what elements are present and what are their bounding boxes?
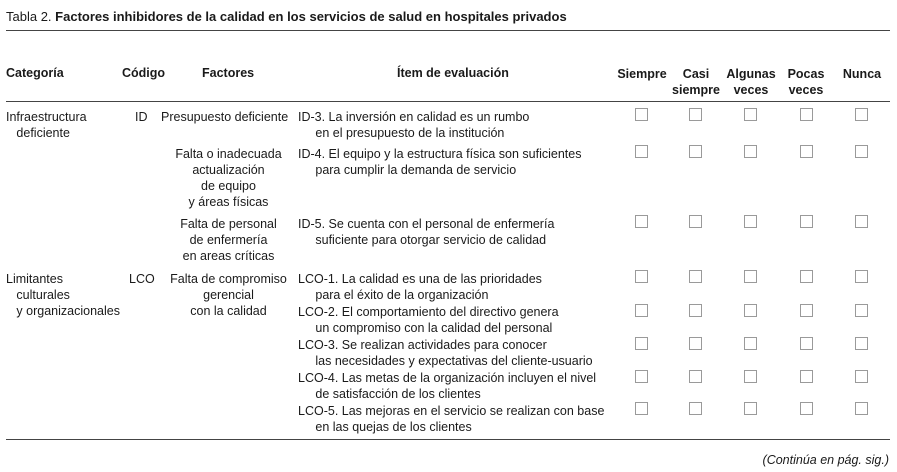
checkbox-casi-siempre[interactable] xyxy=(689,337,702,350)
header-codigo: Código xyxy=(122,66,166,80)
header-rule xyxy=(6,101,890,102)
checkbox-siempre[interactable] xyxy=(635,108,648,121)
checkbox-pocas-veces[interactable] xyxy=(800,145,813,158)
checkbox-pocas-veces[interactable] xyxy=(800,108,813,121)
header-algunas-veces: Algunas veces xyxy=(726,67,776,97)
item-id-3: ID-3. La inversión en calidad es un rumbo en el presupuesto de la institución xyxy=(298,110,530,140)
checkbox-casi-siempre[interactable] xyxy=(689,370,702,383)
checkbox-pocas-veces[interactable] xyxy=(800,270,813,283)
checkbox-casi-siempre[interactable] xyxy=(689,145,702,158)
checkbox-nunca[interactable] xyxy=(855,145,868,158)
checkbox-nunca[interactable] xyxy=(855,370,868,383)
header-pocas-veces: Pocas veces xyxy=(787,67,825,97)
table-caption xyxy=(6,9,567,25)
checkbox-siempre[interactable] xyxy=(635,402,648,415)
factor-personal: Falta de personal de enfermería en areas críticas xyxy=(180,217,277,263)
checkbox-pocas-veces[interactable] xyxy=(800,215,813,228)
item-lco-3: LCO-3. Se realizan actividades para conocer las necesidades y expectativas del cliente-usuario xyxy=(298,338,593,368)
caption-title: Factores inhibidores de la calidad en los servicios de salud en hospitales privados xyxy=(55,9,567,24)
top-rule xyxy=(6,30,890,31)
checkbox-nunca[interactable] xyxy=(855,337,868,350)
checkbox-pocas-veces[interactable] xyxy=(800,304,813,317)
checkbox-siempre[interactable] xyxy=(635,215,648,228)
checkbox-nunca[interactable] xyxy=(855,304,868,317)
checkbox-siempre[interactable] xyxy=(635,270,648,283)
checkbox-algunas-veces[interactable] xyxy=(744,304,757,317)
checkbox-algunas-veces[interactable] xyxy=(744,108,757,121)
checkbox-algunas-veces[interactable] xyxy=(744,337,757,350)
checkbox-siempre[interactable] xyxy=(635,370,648,383)
item-lco-4: LCO-4. Las metas de la organización incluyen el nivel de satisfacción de los clientes xyxy=(298,371,597,401)
checkbox-casi-siempre[interactable] xyxy=(689,108,702,121)
checkbox-algunas-veces[interactable] xyxy=(744,370,757,383)
checkbox-pocas-veces[interactable] xyxy=(800,402,813,415)
checkbox-siempre[interactable] xyxy=(635,304,648,317)
checkbox-siempre[interactable] xyxy=(635,337,648,350)
checkbox-algunas-veces[interactable] xyxy=(744,270,757,283)
checkbox-nunca[interactable] xyxy=(855,402,868,415)
codigo-id: ID xyxy=(135,110,148,124)
codigo-lco: LCO xyxy=(129,272,155,286)
checkbox-algunas-veces[interactable] xyxy=(744,402,757,415)
caption-label: Tabla 2. xyxy=(6,9,52,24)
item-id-4: ID-4. El equipo y la estructura física son suficientes para cumplir la demanda de servicio xyxy=(298,147,582,177)
categoria-infraestructura: Infraestructura deficiente xyxy=(6,110,87,140)
header-casi-siempre: Casi siempre xyxy=(672,67,720,97)
checkbox-casi-siempre[interactable] xyxy=(689,270,702,283)
item-lco-5: LCO-5. Las mejoras en el servicio se realizan con base en las quejas de los clientes xyxy=(298,404,605,434)
categoria-limitantes: Limitantes culturales y organizacionales xyxy=(6,272,120,318)
factor-equipo: Falta o inadecuada actualización de equipo y áreas físicas xyxy=(175,147,282,209)
checkbox-siempre[interactable] xyxy=(635,145,648,158)
header-categoria: Categoría xyxy=(6,66,64,80)
factor-compromiso: Falta de compromiso gerencial con la calidad xyxy=(170,272,287,318)
header-nunca: Nunca xyxy=(842,67,882,81)
checkbox-casi-siempre[interactable] xyxy=(689,304,702,317)
checkbox-casi-siempre[interactable] xyxy=(689,215,702,228)
checkbox-nunca[interactable] xyxy=(855,108,868,121)
continuation-note: (Continúa en pág. sig.) xyxy=(762,453,889,467)
item-lco-2: LCO-2. El comportamiento del directivo genera un compromiso con la calidad del personal xyxy=(298,305,559,335)
checkbox-pocas-veces[interactable] xyxy=(800,370,813,383)
factor-presupuesto: Presupuesto deficiente xyxy=(161,110,289,124)
item-id-5: ID-5. Se cuenta con el personal de enfermería suficiente para otorgar servicio de calidad xyxy=(298,217,555,247)
checkbox-pocas-veces[interactable] xyxy=(800,337,813,350)
item-lco-1: LCO-1. La calidad es una de las prioridades para el éxito de la organización xyxy=(298,272,542,302)
header-factores: Factores xyxy=(202,66,255,80)
checkbox-algunas-veces[interactable] xyxy=(744,145,757,158)
checkbox-nunca[interactable] xyxy=(855,270,868,283)
checkbox-casi-siempre[interactable] xyxy=(689,402,702,415)
header-item: Ítem de evaluación xyxy=(397,66,509,80)
checkbox-algunas-veces[interactable] xyxy=(744,215,757,228)
header-siempre: Siempre xyxy=(617,67,667,81)
checkbox-nunca[interactable] xyxy=(855,215,868,228)
bottom-rule xyxy=(6,439,890,440)
